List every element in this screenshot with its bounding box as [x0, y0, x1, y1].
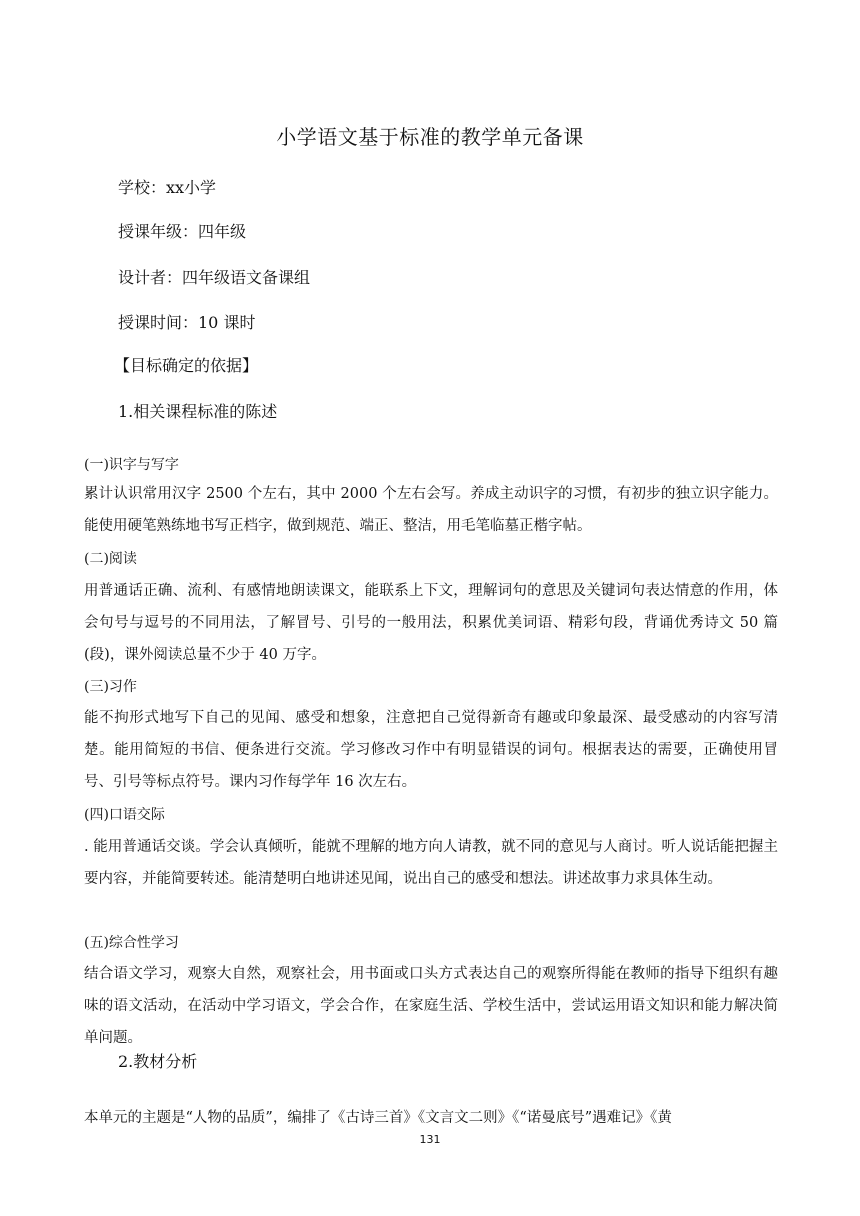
section-label-reading: (二)阅读 — [84, 551, 137, 567]
section-text-writing: 能不拘形式地写下自己的见闻、感受和想象，注意把自己觉得新奇有趣或印象最深、最受感动的内容写清楚。能用简短的书信、便条进行交流。学习修改习作中有明显错误的词句。根据表达的需要，正确使用冒号、引号等标点符号。课内习作每学年 16 次左右。 — [84, 710, 778, 790]
section-label-comprehensive: (五)综合性学习 — [84, 935, 179, 951]
section-text-comprehensive: 结合语文学习，观察大自然，观察社会，用书面或口头方式表达自己的观察所得能在教师的指导下组织有趣味的语文活动，在活动中学习语文，学会合作，在家庭生活、学校生活中，尝试运用语文知识和能力解决简单问题。 — [84, 966, 778, 1046]
designer-line: 设计者：四年级语文备课组 — [118, 268, 311, 287]
section-text-literacy: 累计认识常用汉字 2500 个左右，其中 2000 个左右会写。养成主动识字的习惯，有初步的独立识字能力。能使用硬笔熟练地书写正档字，做到规范、端正、整洁，用毛笔临墓正楷字帖。 — [84, 486, 778, 534]
grade-line: 授课年级：四年级 — [118, 222, 247, 241]
basis-heading: 【目标确定的依据】 — [114, 356, 259, 375]
section-label-writing: (三)习作 — [84, 679, 137, 695]
analysis-heading: 2.教材分析 — [118, 1052, 198, 1071]
page-number: 131 — [419, 1133, 441, 1146]
section-label-oral: (四)口语交际 — [84, 807, 165, 823]
section-text-oral: . 能用普通话交谈。学会认真倾听，能就不理解的地方向人请教，就不同的意见与人商讨。听人说话能把握主要内容，并能简要转述。能清楚明白地讲述见闻，说出自己的感受和想法。讲述故事力求具体生动。 — [84, 839, 778, 887]
analysis-text: 本单元的主题是“人物的品质”，编排了《古诗三首》《文言文二则》《“诺曼底号”遇难记》《黄 — [84, 1110, 672, 1126]
document-title: 小学语文基于标准的教学单元备课 — [276, 125, 584, 149]
section-text-reading: 用普通话正确、流利、有感情地朗读课文，能联系上下文，理解词句的意思及关键词句表达情意的作用，体会句号与逗号的不同用法，了解冒号、引号的一般用法，积累优美词语、精彩句段，背诵优秀诗文 50 篇(段)，课外阅读总量不少于 40 万字。 — [84, 583, 778, 663]
school-line: 学校：xx小学 — [118, 178, 217, 197]
standards-heading: 1.相关课程标准的陈述 — [118, 402, 278, 421]
hours-line: 授课时间：10 课时 — [118, 313, 256, 332]
section-label-literacy: (一)识字与写字 — [84, 457, 179, 473]
